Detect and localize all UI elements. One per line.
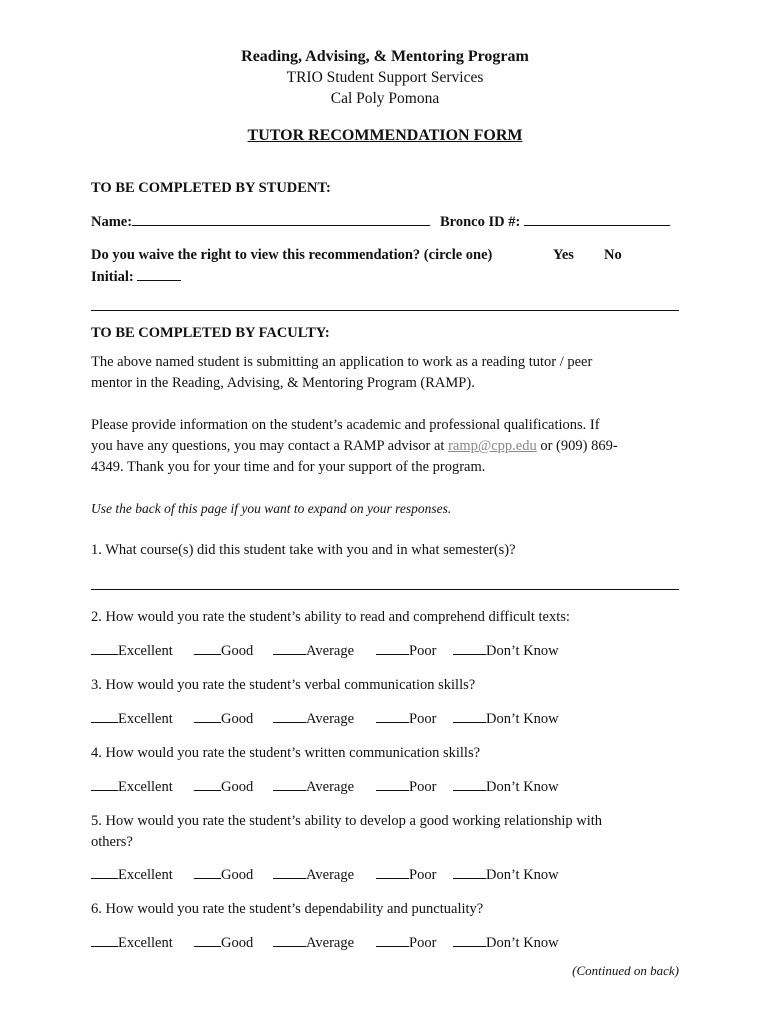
faculty-section-title: TO BE COMPLETED BY FACULTY: [91, 325, 330, 341]
waive-question: Do you waive the right to view this recommendation? (circle one) [91, 247, 493, 263]
option-excellent[interactable]: Excellent [91, 865, 173, 886]
question-5-line-2: others? [91, 834, 133, 850]
option-average[interactable]: Average [273, 709, 354, 730]
option-good[interactable]: Good [194, 709, 253, 730]
name-blank[interactable] [132, 211, 430, 226]
option-poor[interactable]: Poor [376, 865, 436, 886]
info-line-2-post: or (909) 869- [540, 438, 618, 454]
initial-field[interactable] [91, 266, 181, 288]
info-line-2-pre: you have any questions, you may contact a RAMP advisor at [91, 438, 445, 454]
question-3: 3. How would you rate the student’s verbal communication skills? [91, 677, 476, 693]
option-poor[interactable]: Poor [376, 641, 436, 662]
question-6: 6. How would you rate the student’s dependability and punctuality? [91, 901, 484, 917]
continued-note: (Continued on back) [572, 963, 679, 978]
option-good[interactable]: Good [194, 865, 253, 886]
bronco-id-label: Bronco ID #: [440, 214, 521, 230]
question-1: 1. What course(s) did this student take with you and in what semester(s)? [91, 542, 516, 558]
option-good[interactable]: Good [194, 641, 253, 662]
name-field[interactable] [91, 211, 430, 233]
option-dont-know[interactable]: Don’t Know [453, 865, 559, 886]
option-excellent[interactable]: Excellent [91, 709, 173, 730]
question-2: 2. How would you rate the student’s ability to read and comprehend difficult texts: [91, 609, 570, 625]
intro-line-1: The above named student is submitting an application to work as a reading tutor / peer [91, 354, 593, 370]
option-good[interactable]: Good [194, 777, 253, 798]
option-excellent[interactable]: Excellent [91, 933, 173, 954]
form-title: TUTOR RECOMMENDATION FORM [247, 127, 523, 144]
waive-yes-option[interactable]: Yes [553, 247, 574, 263]
waive-no-option[interactable]: No [604, 247, 622, 263]
question-4: 4. How would you rate the student’s written communication skills? [91, 745, 481, 761]
question-5-line-1: 5. How would you rate the student’s ability to develop a good working relationship with [91, 813, 603, 829]
option-average[interactable]: Average [273, 933, 354, 954]
option-good[interactable]: Good [194, 933, 253, 954]
name-label: Name: [91, 214, 133, 230]
info-line-2 [91, 436, 618, 457]
info-line-1: Please provide information on the student’s academic and professional qualifications. If [91, 417, 600, 433]
back-note: Use the back of this page if you want to expand on your responses. [91, 501, 452, 516]
initial-blank[interactable] [137, 266, 181, 281]
option-poor[interactable]: Poor [376, 709, 436, 730]
initial-label: Initial: [91, 269, 134, 285]
option-poor[interactable]: Poor [376, 933, 436, 954]
option-dont-know[interactable]: Don’t Know [453, 641, 559, 662]
bronco-id-blank[interactable] [524, 211, 670, 226]
org-title: TRIO Student Support Services [286, 69, 484, 86]
section-divider [91, 310, 679, 311]
school-title: Cal Poly Pomona [330, 90, 440, 107]
student-section-title: TO BE COMPLETED BY STUDENT: [91, 180, 331, 196]
option-dont-know[interactable]: Don’t Know [453, 777, 559, 798]
option-excellent[interactable]: Excellent [91, 777, 173, 798]
option-dont-know[interactable]: Don’t Know [453, 709, 559, 730]
email-link[interactable]: ramp@cpp.edu [448, 438, 537, 454]
info-line-3: 4349. Thank you for your time and for your support of the program. [91, 459, 486, 475]
option-excellent[interactable]: Excellent [91, 641, 173, 662]
option-average[interactable]: Average [273, 865, 354, 886]
option-dont-know[interactable]: Don’t Know [453, 933, 559, 954]
bronco-id-field[interactable] [440, 211, 670, 233]
option-poor[interactable]: Poor [376, 777, 436, 798]
intro-line-2: mentor in the Reading, Advising, & Mentoring Program (RAMP). [91, 375, 475, 391]
program-title: Reading, Advising, & Mentoring Program [241, 48, 529, 65]
option-average[interactable]: Average [273, 641, 354, 662]
question-1-answer-line[interactable] [91, 589, 679, 590]
option-average[interactable]: Average [273, 777, 354, 798]
